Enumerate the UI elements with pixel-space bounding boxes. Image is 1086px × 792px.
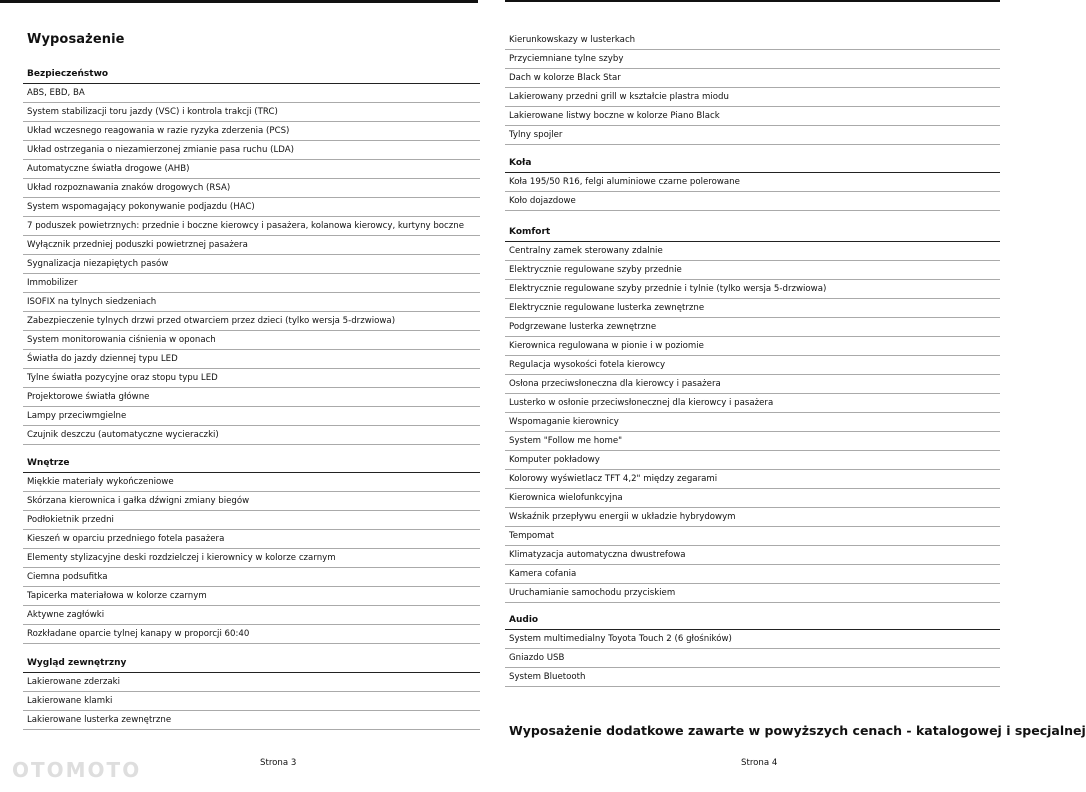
list-item: Skórzana kierownica i gałka dźwigni zmiany biegów <box>23 492 480 511</box>
list-item: ISOFIX na tylnych siedzeniach <box>23 293 480 312</box>
section-heading: Bezpieczeństwo <box>23 66 480 84</box>
section-heading: Wygląd zewnętrzny <box>23 655 480 673</box>
watermark-logo: OTOMOTO <box>12 758 142 782</box>
top-rule-right <box>505 0 1000 2</box>
list-item: Wskaźnik przepływu energii w układzie hybrydowym <box>505 508 1000 527</box>
list-item: ABS, EBD, BA <box>23 84 480 103</box>
list-item: Przyciemniane tylne szyby <box>505 50 1000 69</box>
list-item: Kierunkowskazy w lusterkach <box>505 31 1000 50</box>
list-item: System "Follow me home" <box>505 432 1000 451</box>
list-item: Immobilizer <box>23 274 480 293</box>
list-item: Tylny spojler <box>505 126 1000 145</box>
section-heading: Komfort <box>505 224 1000 242</box>
list-item: Sygnalizacja niezapiętych pasów <box>23 255 480 274</box>
list-item: Uruchamianie samochodu przyciskiem <box>505 584 1000 603</box>
list-item: Zabezpieczenie tylnych drzwi przed otwarciem przez dzieci (tylko wersja 5-drzwiowa) <box>23 312 480 331</box>
list-item: System monitorowania ciśnienia w oponach <box>23 331 480 350</box>
list-item: Koła 195/50 R16, felgi aluminiowe czarne polerowane <box>505 173 1000 192</box>
list-item: Miękkie materiały wykończeniowe <box>23 473 480 492</box>
list-item: Dach w kolorze Black Star <box>505 69 1000 88</box>
section-heading: Koła <box>505 155 1000 173</box>
list-item: Tempomat <box>505 527 1000 546</box>
list-item: Koło dojazdowe <box>505 192 1000 211</box>
list-item: Osłona przeciwsłoneczna dla kierowcy i pasażera <box>505 375 1000 394</box>
list-item: Regulacja wysokości fotela kierowcy <box>505 356 1000 375</box>
list-item: Układ rozpoznawania znaków drogowych (RSA) <box>23 179 480 198</box>
list-item: 7 poduszek powietrznych: przednie i boczne kierowcy i pasażera, kolanowa kierowcy, kurtyny boczne <box>23 217 480 236</box>
page-number: Strona 4 <box>741 758 778 768</box>
section-wyglad-continued <box>505 31 1000 145</box>
section-bezpieczenstwo <box>23 66 480 445</box>
list-item: Ciemna podsufitka <box>23 568 480 587</box>
list-item: Komputer pokładowy <box>505 451 1000 470</box>
list-item: Lakierowane lusterka zewnętrzne <box>23 711 480 730</box>
list-item: Lakierowany przedni grill w kształcie plastra miodu <box>505 88 1000 107</box>
list-item: System Bluetooth <box>505 668 1000 687</box>
list-item: Kierownica wielofunkcyjna <box>505 489 1000 508</box>
list-item: Elementy stylizacyjne deski rozdzielczej i kierownicy w kolorze czarnym <box>23 549 480 568</box>
list-item: Lakierowane klamki <box>23 692 480 711</box>
section-komfort <box>505 224 1000 603</box>
list-item: Kierownica regulowana w pionie i w poziomie <box>505 337 1000 356</box>
list-item: Elektrycznie regulowane lusterka zewnętrzne <box>505 299 1000 318</box>
top-rule-left <box>0 0 478 3</box>
list-item: Lusterko w osłonie przeciwsłonecznej dla kierowcy i pasażera <box>505 394 1000 413</box>
list-item: Projektorowe światła główne <box>23 388 480 407</box>
list-item: Wspomaganie kierownicy <box>505 413 1000 432</box>
list-item: Elektrycznie regulowane szyby przednie <box>505 261 1000 280</box>
list-item: Tylne światła pozycyjne oraz stopu typu LED <box>23 369 480 388</box>
list-item: Centralny zamek sterowany zdalnie <box>505 242 1000 261</box>
list-item: Kamera cofania <box>505 565 1000 584</box>
list-item: Światła do jazdy dziennej typu LED <box>23 350 480 369</box>
list-item: Kolorowy wyświetlacz TFT 4,2" między zegarami <box>505 470 1000 489</box>
section-kola <box>505 155 1000 211</box>
section-heading: Wnętrze <box>23 455 480 473</box>
list-item: Automatyczne światła drogowe (AHB) <box>23 160 480 179</box>
list-item: Lakierowane listwy boczne w kolorze Piano Black <box>505 107 1000 126</box>
list-item: Wyłącznik przedniej poduszki powietrznej pasażera <box>23 236 480 255</box>
list-item: Tapicerka materiałowa w kolorze czarnym <box>23 587 480 606</box>
list-item: Kieszeń w oparciu przedniego fotela pasażera <box>23 530 480 549</box>
list-item: Klimatyzacja automatyczna dwustrefowa <box>505 546 1000 565</box>
list-item: System multimedialny Toyota Touch 2 (6 głośników) <box>505 630 1000 649</box>
list-item: Podłokietnik przedni <box>23 511 480 530</box>
list-item: Lakierowane zderzaki <box>23 673 480 692</box>
additional-equipment-title: Wyposażenie dodatkowe zawarte w powyższych cenach - katalogowej i specjalnej <box>509 723 1086 738</box>
section-wnetrze <box>23 455 480 644</box>
page-number: Strona 3 <box>260 758 297 768</box>
page-title: Wyposażenie <box>27 32 125 47</box>
list-item: Aktywne zagłówki <box>23 606 480 625</box>
list-item: Podgrzewane lusterka zewnętrzne <box>505 318 1000 337</box>
list-item: Układ ostrzegania o niezamierzonej zmianie pasa ruchu (LDA) <box>23 141 480 160</box>
section-audio <box>505 612 1000 687</box>
list-item: System wspomagający pokonywanie podjazdu (HAC) <box>23 198 480 217</box>
list-item: Układ wczesnego reagowania w razie ryzyka zderzenia (PCS) <box>23 122 480 141</box>
list-item: System stabilizacji toru jazdy (VSC) i kontrola trakcji (TRC) <box>23 103 480 122</box>
list-item: Gniazdo USB <box>505 649 1000 668</box>
list-item: Lampy przeciwmgielne <box>23 407 480 426</box>
list-item: Rozkładane oparcie tylnej kanapy w proporcji 60:40 <box>23 625 480 644</box>
section-heading: Audio <box>505 612 1000 630</box>
section-wyglad-zewnetrzny <box>23 655 480 730</box>
list-item: Elektrycznie regulowane szyby przednie i tylnie (tylko wersja 5-drzwiowa) <box>505 280 1000 299</box>
list-item: Czujnik deszczu (automatyczne wycieraczki) <box>23 426 480 445</box>
